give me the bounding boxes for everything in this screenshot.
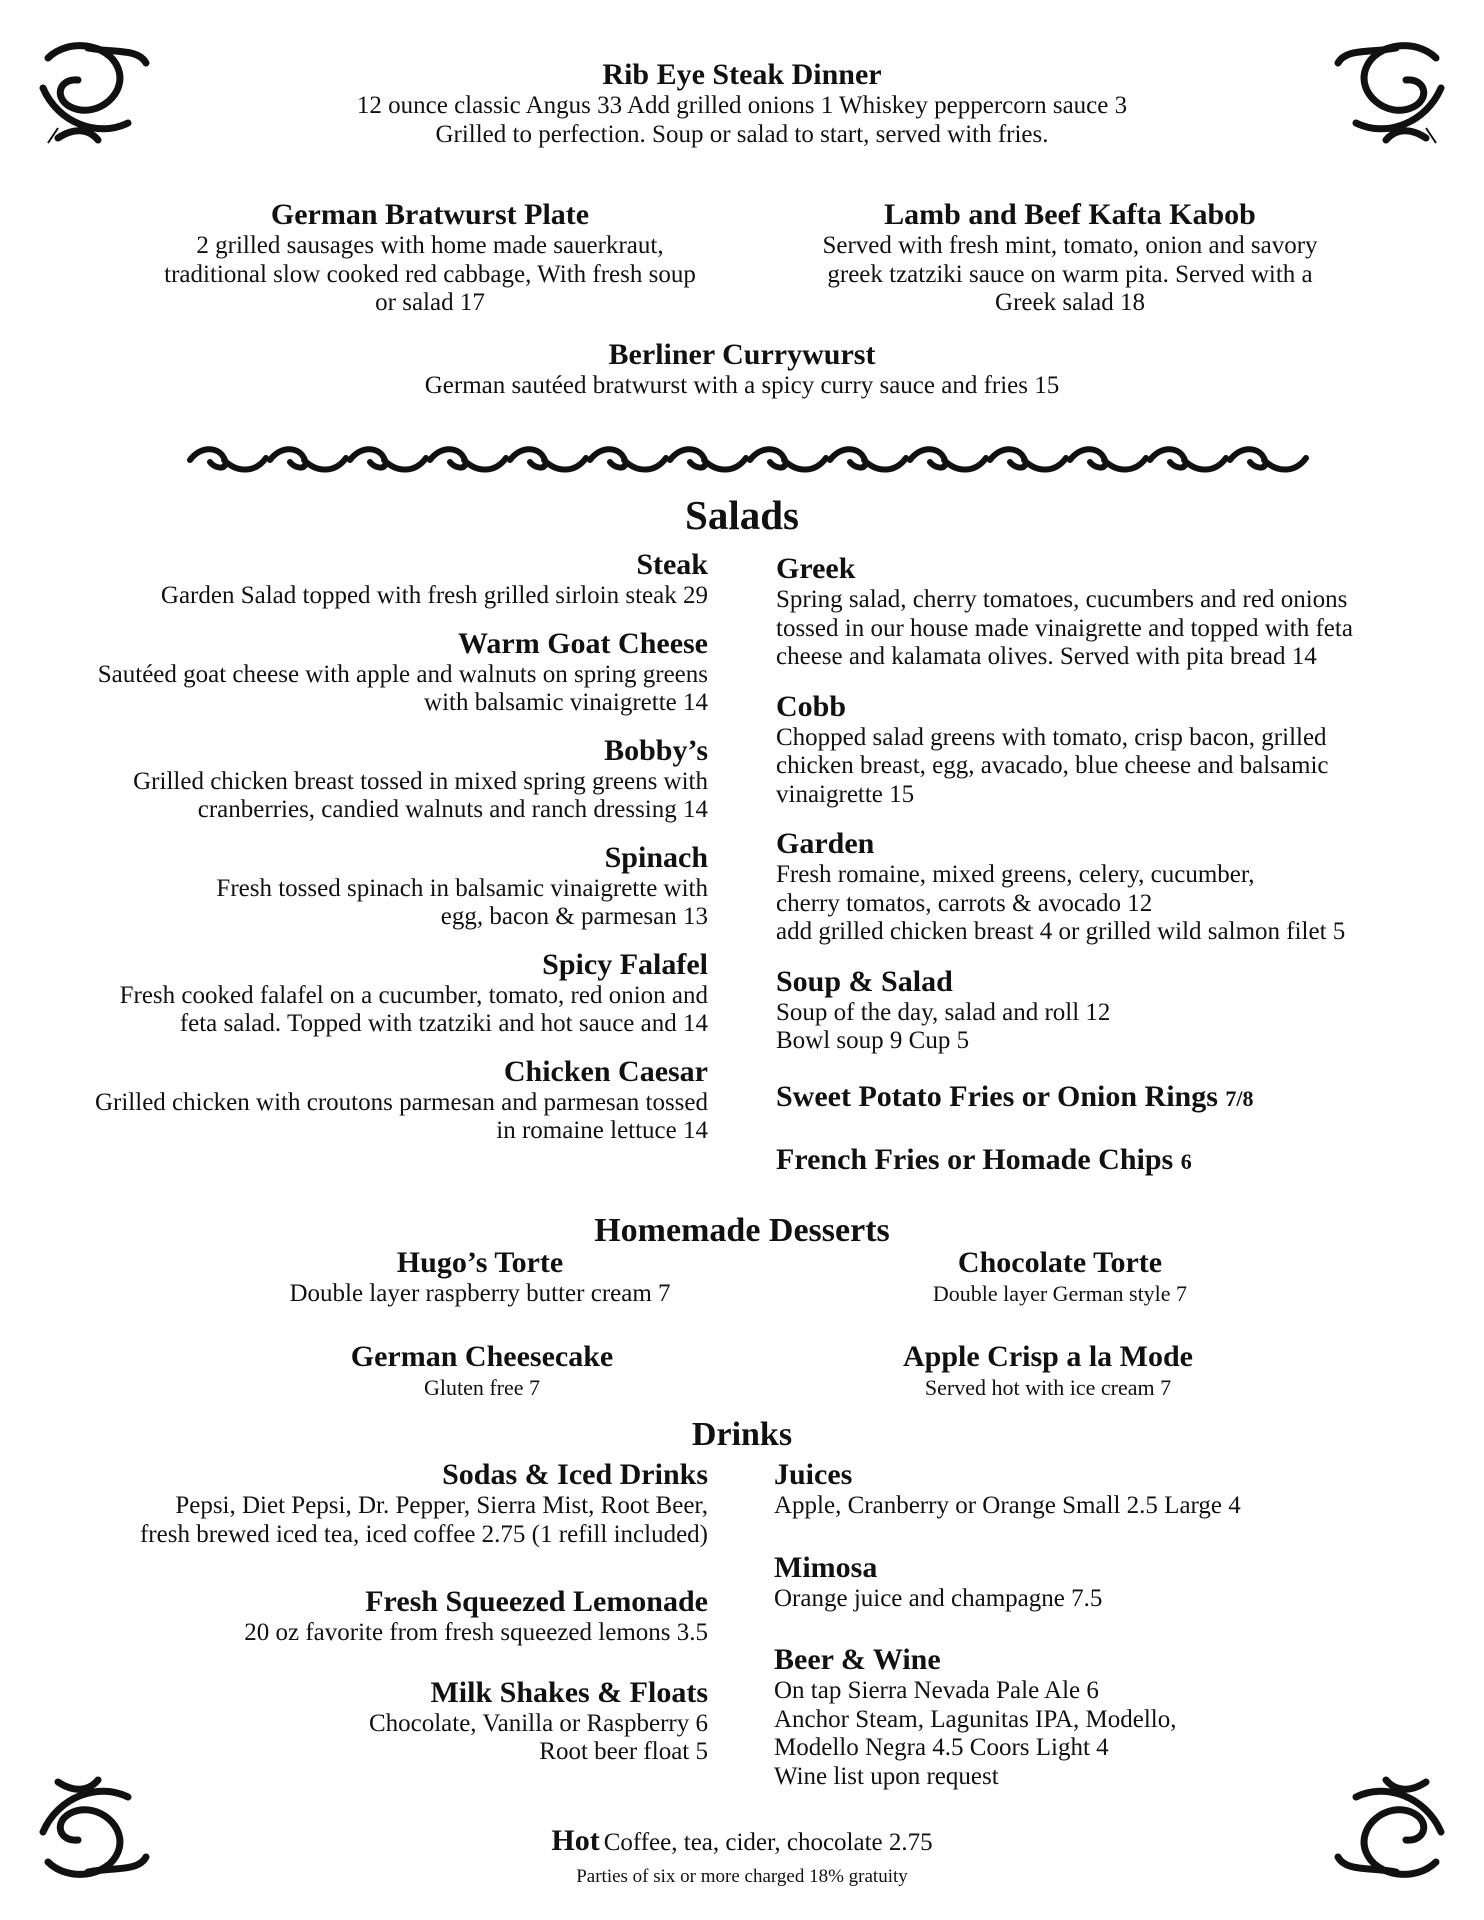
menu-item-desc-line: fresh brewed iced tea, iced coffee 2.75 (1 refill included) — [139, 1520, 708, 1548]
ribeye-desc-line: Grilled to perfection. Soup or salad to start, served with fries. — [435, 120, 1049, 148]
salads-heading: Salads — [685, 492, 799, 538]
currywurst-desc: German sautéed bratwurst with a spicy curry sauce and fries 15 — [424, 372, 1060, 399]
scroll-flourish — [270, 449, 346, 469]
dessert-name: German Cheesecake — [350, 1340, 614, 1373]
dessert-name: Apple Crisp a la Mode — [902, 1340, 1193, 1373]
scroll-flourish — [670, 449, 746, 469]
scroll-flourish — [990, 449, 1066, 469]
hot-drinks-line — [342, 1824, 1142, 1858]
scroll-flourish — [350, 449, 426, 469]
menu-item-desc-line: Sautéed goat cheese with apple and walnuts on spring greens — [97, 660, 708, 688]
menu-item-name: Greek — [776, 552, 856, 585]
menu-item-desc-line: in romaine lettuce 14 — [496, 1117, 708, 1144]
menu-item — [40, 1055, 708, 1146]
salads-right-column — [776, 552, 1456, 1070]
drinks-right-column — [774, 1458, 1394, 1805]
menu-item-desc-line: Apple, Cranberry or Orange Small 2.5 Large 4 — [774, 1492, 1241, 1519]
kafta-desc-line: Greek salad 18 — [995, 289, 1145, 316]
scroll-divider — [182, 440, 1322, 480]
side-item-price: 6 — [1180, 1149, 1192, 1174]
menu-item — [40, 841, 708, 932]
menu-item-desc-line: Chocolate, Vanilla or Raspberry 6 — [368, 1709, 708, 1737]
bratwurst-block — [120, 198, 740, 318]
menu-item — [40, 948, 708, 1039]
menu-item-name: Spicy Falafel — [542, 947, 708, 981]
menu-item-name: Soup & Salad — [776, 964, 953, 998]
menu-item-desc-line: egg, bacon & parmesan 13 — [440, 903, 708, 930]
menu-item — [774, 1643, 1394, 1791]
scroll-flourish — [1230, 449, 1306, 469]
menu-item-desc-line: Soup of the day, salad and roll 12 — [776, 998, 1111, 1026]
bratwurst-desc-line: traditional slow cooked red cabbage, With fresh soup — [164, 260, 696, 288]
menu-item — [60, 1458, 708, 1549]
dessert-name: Chocolate Torte — [957, 1246, 1163, 1279]
menu-item-desc-line: vinaigrette 15 — [776, 780, 915, 808]
menu-item — [776, 552, 1456, 672]
menu-item-desc-line: 20 oz favorite from fresh squeezed lemons 3.5 — [244, 1619, 708, 1646]
menu-item — [776, 690, 1456, 810]
menu-item-desc-line: Grilled chicken breast tossed in mixed spring greens with — [133, 767, 708, 795]
corner-ornament-bottom-left — [28, 1762, 158, 1892]
menu-item-desc-line: Grilled chicken with croutons parmesan and parmesan tossed — [94, 1088, 708, 1116]
side-item-price: 7/8 — [1225, 1086, 1254, 1111]
menu-item-desc-line: Root beer float 5 — [539, 1738, 708, 1765]
menu-item — [60, 1585, 708, 1648]
side-item-name: French Fries or Homade Chips — [776, 1143, 1174, 1176]
scroll-flourish — [750, 449, 826, 469]
menu-item-desc-line: Fresh tossed spinach in balsamic vinaigrette with — [216, 874, 708, 902]
menu-item — [774, 1458, 1394, 1521]
drinks-heading: Drinks — [691, 1416, 793, 1453]
menu-item-name: Fresh Squeezed Lemonade — [365, 1585, 708, 1618]
menu-item-name: Steak — [636, 548, 708, 581]
menu-item-desc-line: Spring salad, cherry tomatoes, cucumbers and red onions — [776, 586, 1348, 613]
menu-item-desc-line: cranberries, candied walnuts and ranch dressing 14 — [197, 796, 708, 823]
menu-item-desc-line: Fresh romaine, mixed greens, celery, cucumber, — [776, 861, 1255, 888]
bratwurst-name: German Bratwurst Plate — [270, 198, 590, 231]
scroll-flourish — [190, 449, 266, 469]
kafta-desc-line: greek tzatziki sauce on warm pita. Served with a — [827, 260, 1313, 288]
menu-item-desc-line: Bowl soup 9 Cup 5 — [776, 1027, 970, 1054]
menu-item-desc-line: chicken breast, egg, avacado, blue cheese and balsamic — [776, 752, 1329, 779]
menu-item-name: Milk Shakes & Floats — [430, 1675, 708, 1709]
corner-ornament-top-left — [28, 28, 158, 158]
menu-item — [776, 965, 1456, 1056]
dessert-item — [180, 1246, 780, 1309]
dessert-item — [760, 1246, 1360, 1309]
dessert-item — [182, 1340, 782, 1403]
desserts-heading: Homemade Desserts — [594, 1212, 890, 1249]
menu-item-desc-line: Pepsi, Diet Pepsi, Dr. Pepper, Sierra Mist, Root Beer, — [175, 1492, 708, 1519]
menu-item-name: Garden — [776, 827, 875, 860]
menu-item-name: Juices — [774, 1458, 853, 1491]
currywurst-block — [242, 338, 1242, 401]
scroll-flourish — [510, 449, 586, 469]
menu-item-desc-line: Orange juice and champagne 7.5 — [774, 1584, 1103, 1612]
scroll-flourish — [910, 449, 986, 469]
menu-item-desc-line: cheese and kalamata olives. Served with pita bread 14 — [776, 643, 1317, 670]
dessert-desc: Double layer raspberry butter cream 7 — [289, 1280, 671, 1307]
menu-item-desc-line: feta salad. Topped with tzatziki and hot sauce and 14 — [179, 1010, 708, 1037]
scroll-flourish — [1070, 449, 1146, 469]
menu-item-desc-line: cherry tomatos, carrots & avocado 12 — [776, 889, 1153, 917]
kafta-name: Lamb and Beef Kafta Kabob — [884, 198, 1256, 231]
dessert-desc: Gluten free 7 — [423, 1375, 541, 1400]
kafta-desc-line: Served with fresh mint, tomato, onion and savory — [822, 232, 1318, 259]
bratwurst-desc-line: or salad 17 — [375, 289, 485, 316]
menu-item-desc-line: Modello Negra 4.5 Coors Light 4 — [774, 1734, 1109, 1761]
drinks-left-column — [60, 1458, 708, 1781]
menu-item-name: Warm Goat Cheese — [458, 626, 708, 660]
menu-item-desc-line: with balsamic vinaigrette 14 — [424, 689, 708, 716]
scroll-flourish — [830, 449, 906, 469]
currywurst-name: Berliner Currywurst — [608, 338, 876, 371]
hot-desc: Coffee, tea, cider, chocolate 2.75 — [603, 1829, 933, 1856]
menu-item-name: Mimosa — [774, 1550, 878, 1584]
menu-item-name: Beer & Wine — [774, 1643, 941, 1676]
menu-item — [40, 734, 708, 825]
menu-item-desc-line: add grilled chicken breast 4 or grilled wild salmon filet 5 — [776, 918, 1346, 945]
menu-item — [40, 627, 708, 718]
menu-item-name: Bobby’s — [604, 733, 708, 767]
dessert-name: Hugo’s Torte — [396, 1246, 564, 1279]
menu-item-name: Sodas & Iced Drinks — [442, 1458, 708, 1491]
menu-item-desc-line: Garden Salad topped with fresh grilled sirloin steak 29 — [160, 582, 708, 609]
menu-item-name: Spinach — [604, 840, 708, 874]
menu-item-name: Chicken Caesar — [503, 1054, 708, 1088]
corner-ornament-top-right — [1326, 28, 1456, 158]
hot-label: Hot — [551, 1824, 600, 1857]
side-item — [776, 1080, 1254, 1116]
dessert-desc: Double layer German style 7 — [932, 1281, 1188, 1306]
menu-item-desc-line: On tap Sierra Nevada Pale Ale 6 — [774, 1677, 1099, 1704]
menu-item-desc-line: Fresh cooked falafel on a cucumber, tomato, red onion and — [119, 981, 708, 1009]
scroll-flourish — [430, 449, 506, 469]
ribeye-block — [242, 58, 1242, 149]
menu-item — [60, 1676, 708, 1767]
dessert-item — [748, 1340, 1348, 1403]
menu-item — [774, 1551, 1394, 1614]
kafta-block — [760, 198, 1380, 318]
menu-item-desc-line: Anchor Steam, Lagunitas IPA, Modello, — [774, 1705, 1177, 1733]
menu-item-desc-line: Wine list upon request — [774, 1762, 999, 1790]
gratuity-note: Parties of six or more charged 18% gratuity — [576, 1866, 908, 1887]
menu-item-desc-line: Chopped salad greens with tomato, crisp bacon, grilled — [776, 723, 1327, 751]
menu-item — [776, 827, 1456, 947]
scroll-flourish — [590, 449, 666, 469]
ribeye-name: Rib Eye Steak Dinner — [602, 58, 882, 91]
menu-item — [40, 548, 708, 611]
scroll-flourish — [1150, 449, 1226, 469]
ribeye-desc-line: 12 ounce classic Angus 33 Add grilled onions 1 Whiskey peppercorn sauce 3 — [356, 92, 1128, 119]
side-item-name: Sweet Potato Fries or Onion Rings — [776, 1080, 1218, 1113]
dessert-desc: Served hot with ice cream 7 — [924, 1375, 1172, 1400]
salads-left-column — [40, 548, 708, 1160]
side-item — [776, 1143, 1192, 1179]
menu-item-name: Cobb — [776, 689, 847, 723]
bratwurst-desc-line: 2 grilled sausages with home made sauerkraut, — [196, 232, 664, 259]
menu-item-desc-line: tossed in our house made vinaigrette and topped with feta — [776, 614, 1353, 642]
